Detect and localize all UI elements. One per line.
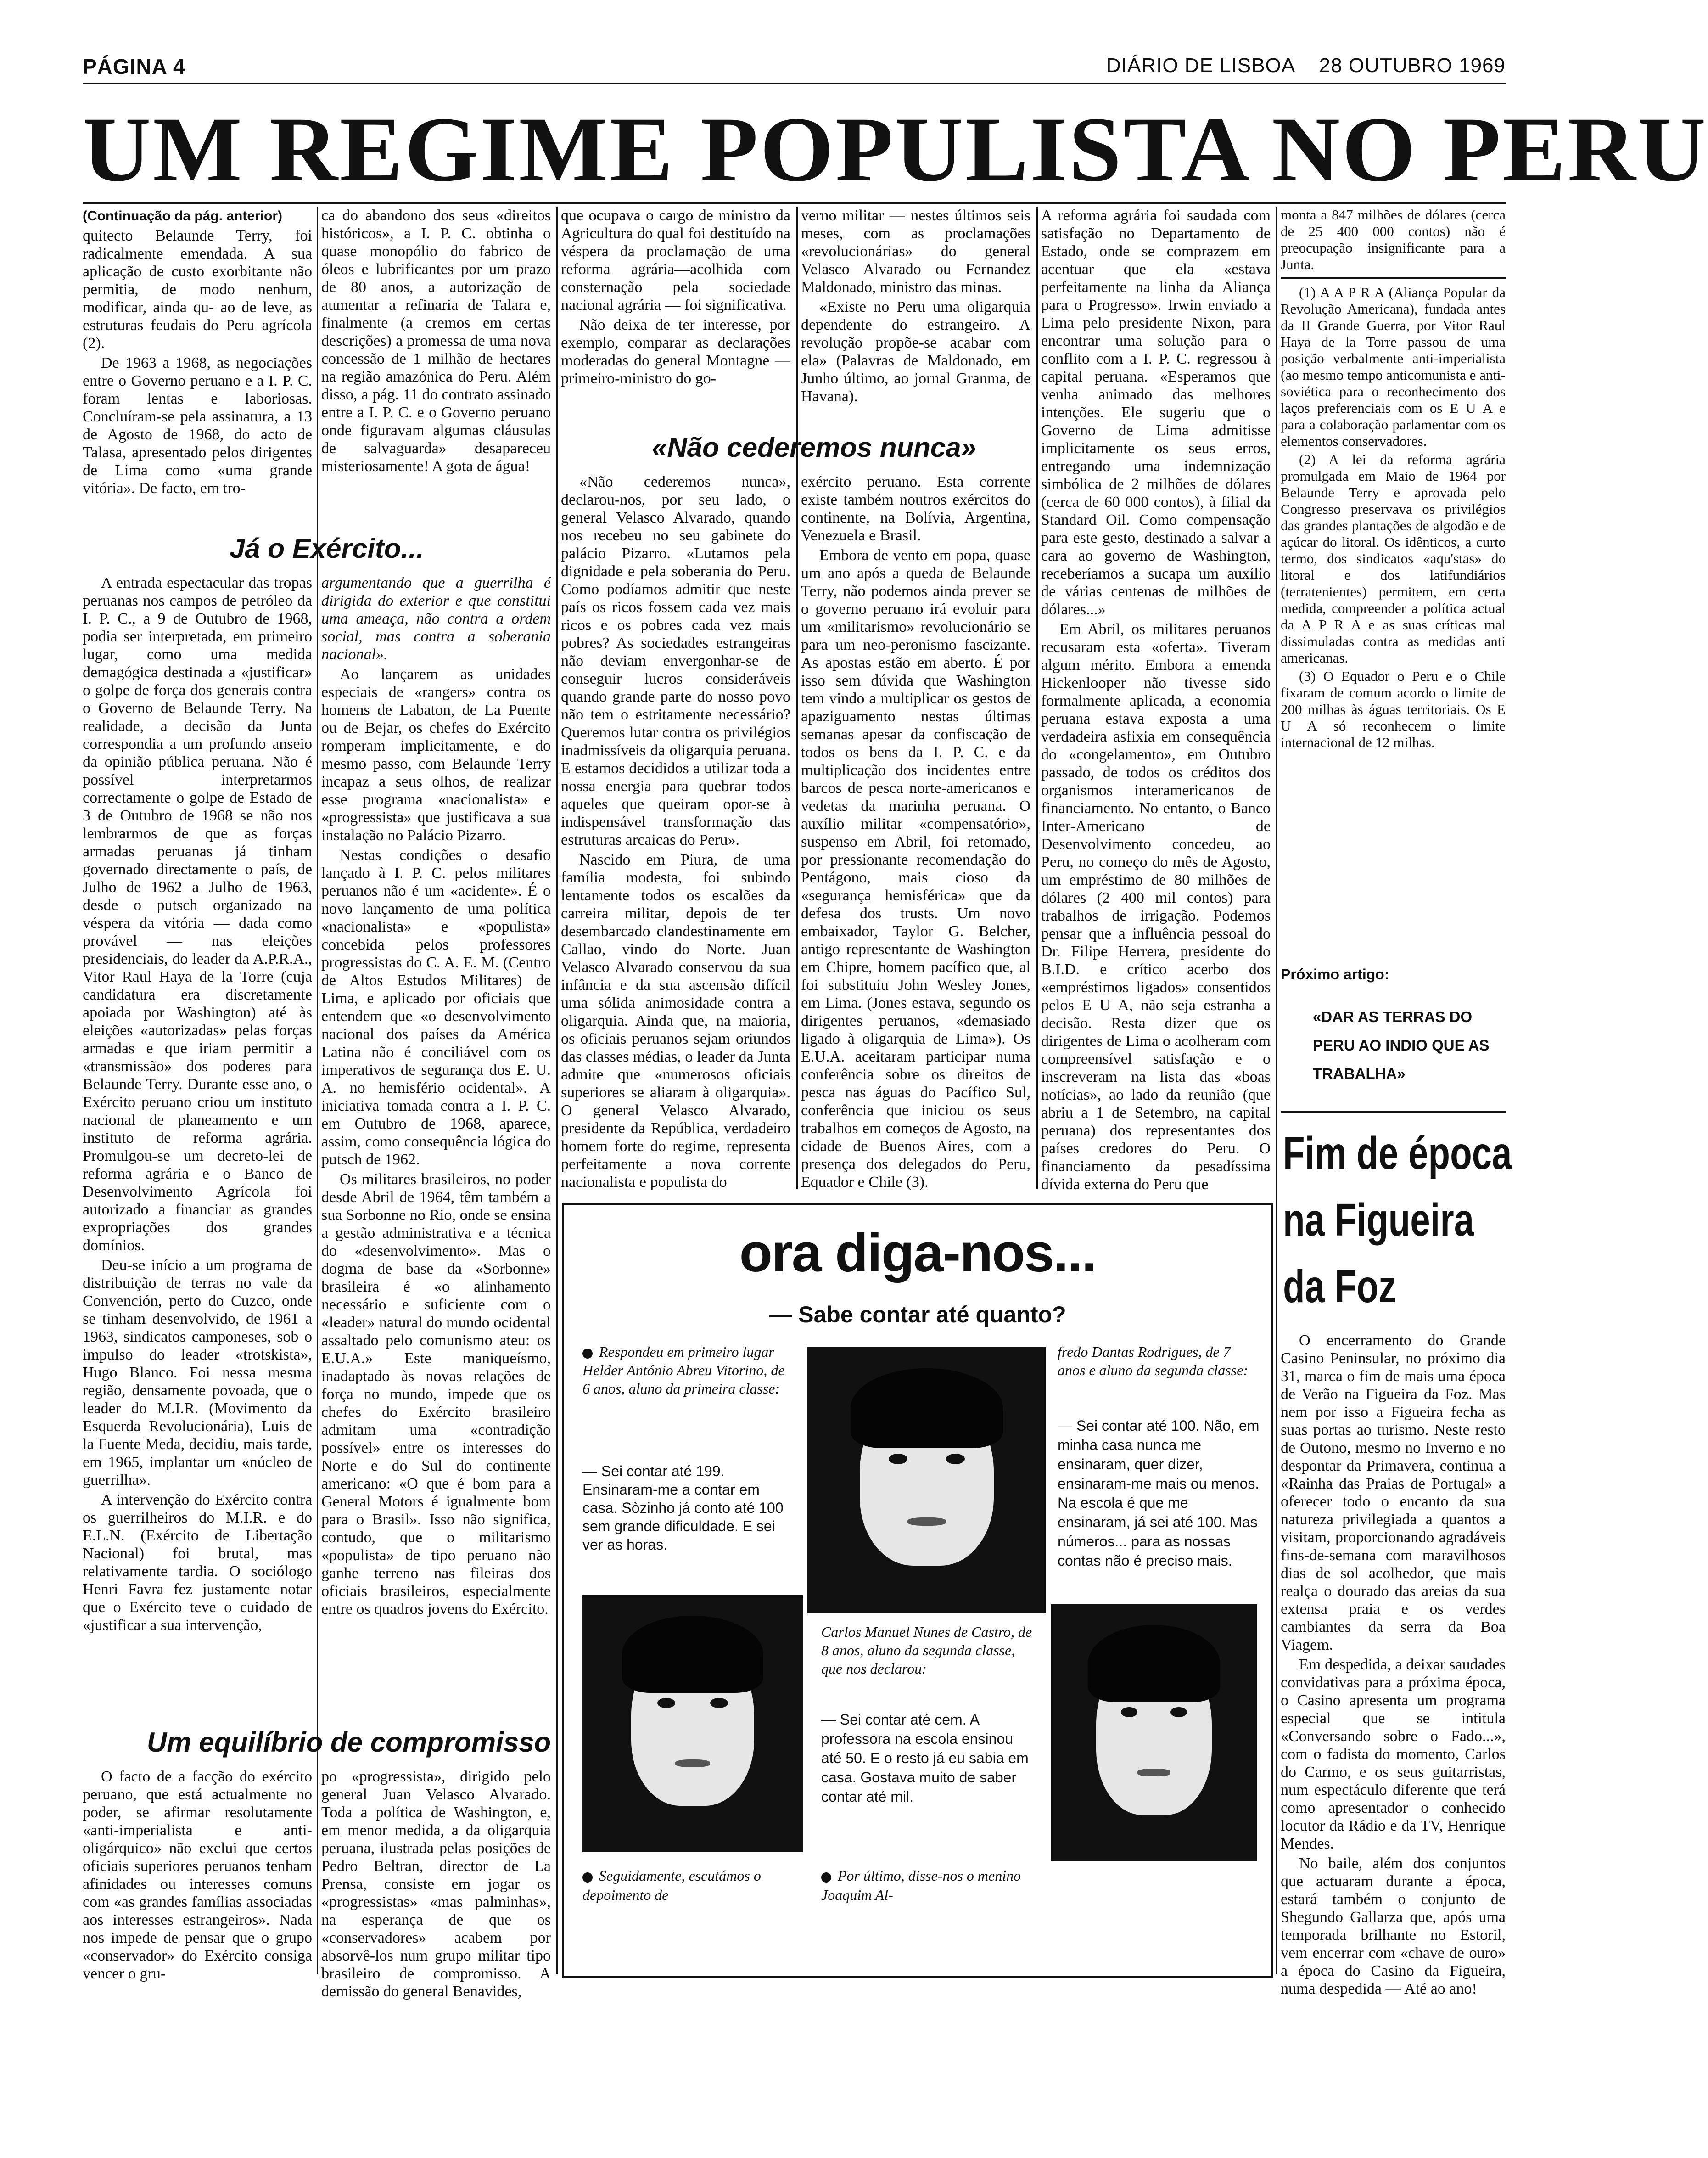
- paragraph: argumentando que a guerrilha é dirigida do exterior e que constitui uma ameaça, não contra a ordem social, mas contra a soberania nacional».: [321, 574, 551, 663]
- title-line: na Figueira: [1283, 1194, 1474, 1246]
- footnote: (1) A A P R A (Aliança Popular da Revolução Americana), fundada antes da II Grande Guerra, por Vitor Raul Haya de la Torre passou de uma posição verbalmente anti-imperialista (ao mesmo tempo anticomunista e anti-soviética para o reconhecimento dos laços preferenciais com os E U A e para a colaboração parlamentar com os elementos conservadores.: [1281, 284, 1506, 449]
- column-rule: [796, 207, 798, 1189]
- interview-transition-mid: Por último, disse-nos o menino Joaquim Al-: [821, 1867, 1021, 1903]
- paragraph: exército peruano. Esta corrente existe também noutros exércitos do continente, na Bolívia, Argentina, Venezuela e Brasil.: [801, 473, 1030, 544]
- next-article: [1281, 964, 1506, 1088]
- column-rule: [556, 207, 558, 1974]
- column-3-intro: [561, 207, 790, 445]
- subhead-exercito: Já o Exército...: [230, 533, 424, 564]
- column-6-notes: [1281, 207, 1506, 960]
- issue-date: 28 OUTUBRO 1969: [1319, 54, 1506, 77]
- column-rule: [1276, 207, 1277, 1974]
- bullet-icon: [582, 1349, 593, 1359]
- headline-rule: [83, 202, 1506, 204]
- paragraph: Nascido em Piura, de uma família modesta, foi subindo lentamente todos os escalões da carreira militar, depois de ter desembarcado clandestinamente em Callao, vindo do Norte. Juan Velasco Alvarado conservou da sua infância e da sua ascensão difícil uma sólida animosidade contra a oligarquia. Ainda que, na maioria, os oficiais peruanos sejam oriundos das classes médias, o leader da Junta admite que «numerosos oficiais superiores se aliaram à oligarquia». O general Velasco Alvarado, presidente da República, verdadeiro homem forte do regime, representa perfeitamente a nova corrente nacionalista e populista do: [561, 851, 790, 1191]
- paragraph: O facto de a facção do exército peruano, que está actualmente no poder, se afirmar resolutamente «anti-imperialista e anti-oligárquico» não exclui que certos oficiais superiores peruanos tenham afinidades ou interesses comuns com «as grandes famílias associadas aos interesses estrangeiros». Nada nos impede de pensar que o grupo «conservador» do Exército consiga vencer o gru-: [83, 1768, 312, 1982]
- title-line: Fim de época: [1283, 1128, 1512, 1179]
- header-rule: [83, 83, 1506, 84]
- column-1-intro: [83, 207, 312, 528]
- newspaper-name: DIÁRIO DE LISBOA: [1106, 54, 1296, 77]
- column-5: [1041, 207, 1271, 1193]
- ora-diga-nos-box: [562, 1203, 1273, 1978]
- paragraph: Os militares brasileiros, no poder desde Abril de 1964, têm também a sua Sorbonne no Rio, onde se ensina a gestão administrativa e a técnica do «desenvolvimento». Mas o dogma de base da «Sorbonne» brasileira é «o alinhamento necessário e suficiente com o «leader» natural do mundo ocidental assaltado pelo comunismo ateu: os E.U.A.» Este maniqueísmo, inadaptado às novas relações de força no mundo, impede que os chefes do Exército brasileiro admitam uma «contradição possível» entre os interesses do Norte e do Sul do continente americano: «O que é bom para a General Motors é igualmente bom para o Brasil». Isso não significa, contudo, que o militarismo «populista» de tipo peruano não ganhe terreno nas fileiras dos oficiais brasileiros, especialmente entre os quadros jovens do Exército.: [321, 1171, 551, 1618]
- paragraph: verno militar — nestes últimos seis meses, com as proclamações «revolucionárias» do general Velasco Alvarado ou Fernandez Maldonado, ministro das minas.: [801, 207, 1030, 296]
- interview-joaquim-intro: fredo Dantas Rodrigues, de 7 anos e aluno da segunda classe:: [1058, 1343, 1249, 1378]
- paragraph: A entrada espectacular das tropas peruanas nos campos de petróleo da I. P. C., a 9 de Outubro de 1968, podia ser interpretada, em primeiro lugar, como uma medida demagógica destinada a «justificar» o golpe de força dos generais contra o Governo de Belaunde Terry. Na realidade, a decisão da Junta correspondia a um profundo anseio da opinião pública peruana. Não é possível interpretarmos correctamente o golpe de Estado de 3 de Outubro de 1968 se não nos lembrarmos de que as forças armadas peruanas já tinham governado directamente o país, de Julho de 1962 a Julho de 1963, desde o putsch organizado na véspera da vitória — dada como provável — nas eleições presidenciais, do leader da A.P.R.A., Vitor Raul Haya de la Torre (cuja candidatura era discretamente apoiada por Washington) até às eleições «autorizadas» pelas forças armadas e que iriam permitir a «transmissão» dos poderes para Belaunde Terry. Durante esse ano, o Exército peruano criou um instituto nacional de planeamento e um instituto de reforma agrária. Promulgou-se um decreto-lei de reforma agrária e o Banco de Desenvolvimento Agrícola foi autorizado a financiar as grandes expropriações dos grandes domínios.: [83, 574, 312, 1254]
- paragraph: monta a 847 milhões de dólares (cerca de 25 400 000 contos) não é preocupação insignificante para a Junta.: [1281, 207, 1506, 272]
- subhead-equilibrio: Um equilíbrio de compromisso: [147, 1727, 551, 1758]
- paragraph: Ao lançarem as unidades especiais de «rangers» contra os homens de Labaton, de La Puente ou de Bejar, os chefes do Exército romperam implicitamente, e do mesmo passo, com Belaunde Terry incapaz a seus olhos, de realizar esse programa «nacionalista» e «progressista» que justificava a sua instalação no Palácio Pizarro.: [321, 666, 551, 844]
- footnote: (3) O Equador o Peru e o Chile fixaram de comum acordo o limite de 200 milhas às águas territoriais. Os E U A só reconhecem o limite internacional de 12 milhas.: [1281, 668, 1506, 750]
- paragraph: po «progressista», dirigido pelo general Juan Velasco Alvarado. Toda a política de Washington, e, em menor medida, a da oligarquia peruana, ilustrada pelas posições de Pedro Beltran, director de La Prensa, consiste em jogar os «progressistas» «mas palminhas», na esperança de que os «conservadores» acabem por absorvê-los num grupo militar tipo brasileiro de compromisso. A demissão do general Benavides,: [321, 1768, 551, 2000]
- paragraph: A reforma agrária foi saudada com satisfação no Departamento de Estado, onde se comprazem em acentuar que ela «estava perfeitamente na linha da Aliança para o Progresso». Irwin enviado a Lima pelo presidente Nixon, para encontrar uma solução para o conflito com a I. P. C. regressou à capital peruana. «Esperamos que venha animado das melhores intenções. Ele sugeriu que o Governo de Lima admitisse implicitamente os seus erros, entregando uma indemnização simbólica de 2 milhões de dólares (cerca de 60 000 contos), à filial da Standard Oil. Como compensação para este gesto, destinado a salvar a cara ao governo de Washington, receberíamos a sucapa um auxílio de várias centenas de milhões de dólares...»: [1041, 207, 1271, 618]
- column-2-intro: [321, 207, 551, 528]
- column-2-exercito: [321, 574, 551, 1722]
- paragraph: De 1963 a 1968, as negociações entre o Governo peruano e a I. P. C. foram lentas e laboriosas. Concluíram-se pela assinatura, a 13 de Agosto de 1968, do acto de Talasa, apresentado pelos dirigentes de Lima como «uma grande vitória». De facto, em tro-: [83, 354, 312, 497]
- page-number: PÁGINA 4: [83, 55, 185, 79]
- paragraph: Em despedida, a deixar saudades convidativas para a próxima época, o Casino apresenta um programa especial que se intitula «Conversando sobre o Fado...», com o fadista do momento, Carlos do Carmo, e os seus guitarristas, num espectáculo diferente que terá como apresentador o conhecido locutor da Rádio e da TV, Henrique Mendes.: [1281, 1656, 1506, 1852]
- paragraph: No baile, além dos conjuntos que actuaram durante a época, estará também o conjunto de Shegundo Gallarza que, após uma temporada brilhante no Estoril, vem encerrar com «chave de ouro» a época do Casino da Figueira, numa despedida — Até ao ano!: [1281, 1855, 1506, 1997]
- footnote: (2) A lei da reforma agrária promulgada em Maio de 1964 por Belaunde Terry e aprovada pelo Congresso preservava os privilégios das grandes plantações de algodão e de açúcar do litoral. Os idênticos, a curto termo, dos sindicatos «aqu'stas» do litoral e dos latifundiários (terratenientes) permitem, em certa medida, compreender a política actual da A P R A e as suas críticas mal dissimuladas contra as medidas anti americanas.: [1281, 451, 1506, 666]
- paragraph: «Existe no Peru uma oligarquia dependente do estrangeiro. A revolução propõe-se acabar com ela» (Palavras de Maldonado, em Junho último, ao jornal Granma, de Havana).: [801, 298, 1030, 405]
- next-article-title: «DAR AS TERRAS DO PERU AO INDIO QUE AS TRABALHA»: [1313, 1008, 1490, 1082]
- paragraph: A intervenção do Exército contra os guerrilheiros do M.I.R. e do E.L.N. (Exército de Libertação Nacional) foi brutal, mas relativamente tardia. O sociólogo Henri Favra fez justamente notar que o Exército teve o cuidado de «justificar a sua intervenção,: [83, 1491, 312, 1634]
- paragraph: Embora de vento em popa, quase um ano após a queda de Belaunde Terry, não podemos ainda prever se o governo peruano irá evoluir para um «militarismo» revolucionário se para um neo-peronismo fascizante. As apostas estão em aberto. É por isso sem dúvida que Washington tem vindo a multiplicar os gestos de apaziguamento nestas últimas semanas apesar da confiscação de todos os bens da I. P. C. e da multiplicação dos incidentes entre barcos de pesca norte-americanos e vedetas da marinha peruana. O auxílio militar «compensatório», suspenso em Abril, foi retomado, por pressionante recomendação do Pentágono, mais cioso da «segurança hemisférica» que da defesa dos trusts. Um novo embaixador, Taylor G. Belcher, antigo representante de Washington em Chipre, homem pacífico que, al foi substituiu John Wesley Jones, em Lima. (Jones estava, segundo os dirigentes peruanos, «demasiado ligado à oligarquia de Lima»). Os E.U.A. aceitaram participar numa conferência sobre os direitos de pesca nas águas do Pacífico Sul, conferência que iniciou os seus trabalhos em começos de Agosto, na cidade de Buenos Aires, com a presença dos delegados do Peru, Equador e Chile (3).: [801, 547, 1030, 1191]
- next-article-label: Próximo artigo:: [1281, 966, 1389, 983]
- paragraph: O encerramento do Grande Casino Peninsular, no próximo dia 31, marca o fim de mais uma época de Verão na Figueira da Foz. Mas nem por isso a Figueira fecha as suas portas ao turismo. Neste resto de Outono, mesmo no Inverno e no despontar da Primavera, continua a «Rainha das Praias de Portugal» a oferecer todo o encanto da sua natureza privilegiada a quantos a visitam, proporcionando agradáveis fins-de-semana com maravilhosos dias de sol acolhedor, que mais realça o dourado das areias da sua extensa praia e os verdes cambiantes da serra da Boa Viagem.: [1281, 1332, 1506, 1653]
- masthead: [83, 54, 1506, 82]
- subhead-nao-cederemos: «Não cederemos nunca»: [652, 432, 976, 463]
- paragraph: Não deixa de ter interesse, por exemplo, comparar as declarações moderadas do general Montagne — primeiro-ministro do go-: [561, 316, 790, 387]
- column-1-exercito: [83, 574, 312, 1722]
- interview-joaquim-answer: — Sei contar até 100. Não, em minha casa nunca me ensinaram, quer dizer, ensinaram-me mais ou menos. Na escola é que me ensinaram, já sei até 100. Mas números... para as nossas contas não é preciso mais.: [1058, 1417, 1260, 1569]
- box-question: — Sabe contar até quanto?: [769, 1302, 1066, 1327]
- bullet-icon: [821, 1872, 831, 1883]
- interview-carlos-answer: — Sei contar até cem. A professora na escola ensinou até 50. E o resto já eu sabia em casa. Gostava muito de saber contar até mil.: [821, 1711, 1029, 1805]
- column-3-nao: [561, 473, 790, 1189]
- paragraph: «Não cederemos nunca», declarou-nos, por seu lado, o general Velasco Alvarado, quando nos recebeu no seu gabinete do palácio Pizarro. «Lutamos pela dignidade e pela soberania do Peru. Como podíamos admitir que neste país os ricos fossem cada vez mais ricos e os pobres cada vez mais pobres? As sociedades estrangeiras não deviam envergonhar-se de conseguir lucros consideráveis quando grande parte do nosso povo não tem o estritamente necessário? Queremos lutar contra os privilégios inadmissíveis da oligarquia peruana. E estamos decididos a utilizar toda a nossa energia para quebrar todos aqueles que queiram opor-se à indispensável transformação das estruturas arcaicas do Peru».: [561, 473, 790, 849]
- bullet-icon: [582, 1872, 593, 1883]
- child-photo-helder: [807, 1347, 1046, 1613]
- interview-carlos-intro: Carlos Manuel Nunes de Castro, de 8 anos, aluno da segunda classe, que nos declarou:: [821, 1624, 1032, 1677]
- paragraph: que ocupava o cargo de ministro da Agricultura do qual foi destituído na véspera da proclamação de uma reforma agrária—acolhida com consternação pela sociedade nacional agrária — foi significativa.: [561, 207, 790, 314]
- title-line: da Foz: [1283, 1261, 1396, 1312]
- column-2-equilibrio: [321, 1768, 551, 2000]
- page-headline: UM REGIME POPULISTA NO PERU: [83, 98, 1708, 201]
- paragraph: Em Abril, os militares peruanos recusaram esta «oferta». Tiveram algum mérito. Embora a emenda Hickenlooper não tivesse sido formalmente aplicada, a economia peruana estava exposta a uma verdadeira asfixia em consequência do «congelamento», em Outubro passado, de todos os créditos dos organismos interamericanos de financiamento. No entanto, o Banco Inter-Americano de Desenvolvimento concedeu, ao Peru, no começo do mês de Agosto, um empréstimo de 80 milhões de dólares (2 400 mil contos) para trabalhos de irrigação. Podemos pensar que a influência pessoal do Dr. Filipe Herrera, presidente do B.I.D. e crítico acerbo dos «empréstimos ligados» consentidos pelos E U A, não seja estranha a decisão. Resta dizer que os dirigentes de Lima o acolheram com compreensível satisfação e o inscreveram na lista das «boas notícias», ao lado da reunião (que abriu a 1 de Setembro, na capital peruana) dos representantes dos países credores do Peru. O financiamento da pesadíssima dívida externa do Peru que: [1041, 621, 1271, 1193]
- fim-de-epoca-title: [1283, 1125, 1512, 1315]
- continuation-note: (Continuação da pág. anterior): [83, 208, 283, 224]
- column-4-nao: [801, 473, 1030, 1189]
- notes-rule: [1281, 277, 1506, 279]
- interview-helder-answer: — Sei contar até 199. Ensinaram-me a contar em casa. Sòzinho já conto até 100 sem grande dificuldade. E sei ver as horas.: [582, 1463, 784, 1553]
- child-photo-joaquim: [1051, 1604, 1257, 1861]
- fim-de-epoca-body: [1281, 1332, 1506, 2112]
- box-title: ora diga-nos...: [739, 1223, 1096, 1283]
- interview-transition-left: Seguidamente, escutámos o depoimento de: [582, 1867, 761, 1903]
- column-1-equilibrio: [83, 1768, 312, 1982]
- paragraph: quitecto Belaunde Terry, foi radicalmente emendada. A sua aplicação de custo exorbitante não permitia, de modo nenhum, modificar, ainda qu- ao de leve, as estruturas feudais do Peru agrícola (2).: [83, 227, 312, 352]
- column-rule: [317, 207, 318, 1974]
- paragraph: Deu-se início a um programa de distribuição de terras no vale da Convención, perto do Cuzco, onde se tinham desenvolvido, de 1961 a 1963, sindicatos camponeses, sob o impulso do leader «trotskista», Hugo Blanco. Foi nessa mesma região, densamente povoada, que o leader do M.I.R. (Movimento da Esquerda Revolucionária), Luis de la Fuente Meda, decidiu, mais tarde, em 1965, implantar um «núcleo de guerrilha».: [83, 1257, 312, 1489]
- section-rule: [1281, 1111, 1506, 1113]
- column-4-intro: [801, 207, 1030, 445]
- paragraph: Nestas condições o desafio lançado à I. P. C. pelos militares peruanos não é um «acidente». É o novo lançamento de uma política «nacionalista» e «populista» concebida pelos professores progressistas do C. A. E. M. (Centro de Altos Estudos Militares) de Lima, e aplicado por oficiais que entendem que «o desenvolvimento nacional dos países da América Latina não é conciliável com os imperativos de segurança dos E. U. A. no hemisfério ocidental». A iniciativa tomada contra a I. P. C. em Outubro de 1968, aparece, assim, como consequência lógica do putsch de 1962.: [321, 847, 551, 1168]
- column-rule: [1036, 207, 1038, 1189]
- child-photo-carlos: [582, 1595, 803, 1852]
- paragraph: ca do abandono dos seus «direitos históricos», a I. P. C. obtinha o quase monopólio do fabrico de óleos e lubrificantes por um prazo de 80 anos, a autorização de aumentar a refinaria de Talara e, finalmente (a cremos em certas descrições) a promessa de uma nova concessão de 1 milhão de hectares na região amazónica do Peru. Além disso, a pág. 11 do contrato assinado entre a I. P. C. e o Governo peruano onde figuravam algumas cláusulas de salvaguarda» desapareceu misteriosamente! A gota de água!: [321, 207, 551, 475]
- interview-helder-intro: Respondeu em primeiro lugar Helder António Abreu Vitorino, de 6 anos, aluno da primeira classe:: [582, 1343, 785, 1397]
